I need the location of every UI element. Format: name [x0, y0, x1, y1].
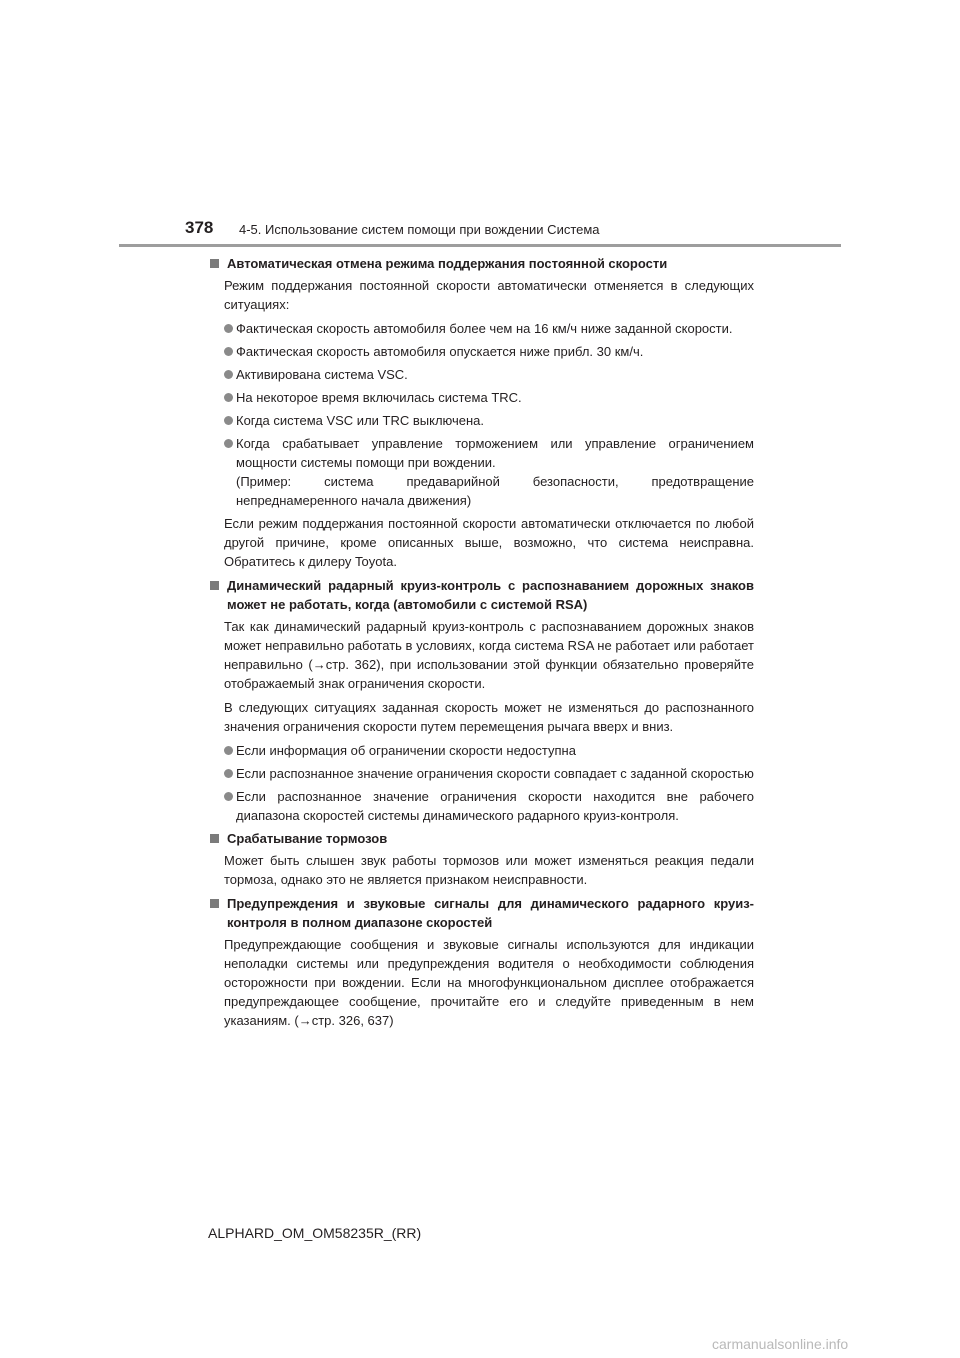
list-item — [224, 764, 754, 783]
section-heading — [207, 829, 754, 848]
bullet-dot-icon — [224, 439, 233, 448]
paragraph: Так как динамический радарный круиз-контроль с распознаванием дорожных знаков может неправильно работать в условиях, когда система RSA не работает или работает неправильно (→стр. 362), при использовании этой функции обязательно проверяйте отображаемый знак ограничения скорости. — [224, 619, 754, 691]
list-item — [224, 411, 754, 430]
section-rsa — [207, 576, 754, 825]
list-item-text: Если информация об ограничении скорости недоступна — [236, 743, 576, 758]
section-title: 4-5. Использование систем помощи при вождении Система — [239, 222, 600, 237]
list-item — [224, 741, 754, 760]
bullet-dot-icon — [224, 792, 233, 801]
section-heading — [207, 254, 754, 273]
list-item — [224, 787, 754, 825]
list-item — [224, 388, 754, 407]
page-number: 378 — [185, 218, 214, 237]
list-item-body — [236, 434, 754, 510]
watermark: carmanualsonline.info — [712, 1336, 849, 1352]
bullet-dot-icon — [224, 393, 233, 402]
square-bullet-icon — [210, 834, 219, 843]
section-heading — [207, 576, 754, 614]
paragraph: Если режим поддержания постоянной скорости автоматически отключается по любой другой причине, кроме описанных выше, возможно, что система неисправна. Обратитесь к дилеру Toyota. — [224, 516, 754, 569]
list-item — [224, 434, 754, 510]
square-bullet-icon — [210, 259, 219, 268]
heading-text: Предупреждения и звуковые сигналы для динамического радарного круиз-контроля в полном диапазоне скоростей — [227, 896, 754, 930]
section-brakes — [207, 829, 754, 889]
list-item — [224, 365, 754, 384]
page-content — [207, 254, 754, 1035]
list-item-text: На некоторое время включилась система TRC. — [236, 390, 522, 405]
section-warnings — [207, 894, 754, 1030]
list-item-text: Фактическая скорость автомобиля более чем на 16 км/ч ниже заданной скорости. — [236, 321, 733, 336]
paragraph: Может быть слышен звук работы тормозов или может изменяться реакция педали тормоза, однако это не является признаком неисправности. — [224, 853, 754, 887]
bullet-dot-icon — [224, 769, 233, 778]
bullet-dot-icon — [224, 746, 233, 755]
list-item-text: Если распознанное значение ограничения скорости совпадает с заданной скоростью — [236, 766, 754, 781]
paragraph: Предупреждающие сообщения и звуковые сигналы используются для индикации неполадки системы или предупреждения водителя о необходимости соблюдения осторожности при вождении. Если на многофункциональном дисплее отображается предупреждающее сообщение, прочитайте его и следуйте приведенным в нем указаниям. (→стр. 326, 637) — [224, 937, 754, 1028]
paragraph: В следующих ситуациях заданная скорость может не изменяться до распознанного значения ограничения скорости путем перемещения рычага вверх и вниз. — [224, 700, 754, 734]
list-item-text: Когда система VSC или TRC выключена. — [236, 413, 485, 428]
bullet-dot-icon — [224, 324, 233, 333]
list-item-text: Если распознанное значение ограничения скорости находится вне рабочего диапазона скоростей системы динамического радарного круиз-контроля. — [236, 789, 754, 823]
bullet-dot-icon — [224, 347, 233, 356]
square-bullet-icon — [210, 899, 219, 908]
list-item-note: (Пример: система предаварийной безопасности, предотвращение непреднамеренного начала движения) — [236, 474, 754, 508]
paragraph: Режим поддержания постоянной скорости автоматически отменяется в следующих ситуациях: — [224, 278, 754, 312]
header-rule — [119, 244, 841, 247]
section-auto-cancel — [207, 254, 754, 571]
bullet-dot-icon — [224, 370, 233, 379]
heading-text: Динамический радарный круиз-контроль с распознаванием дорожных знаков может не работать, когда (автомобили с системой RSA) — [227, 578, 754, 612]
section-heading — [207, 894, 754, 932]
list-item-text: Фактическая скорость автомобиля опускается ниже прибл. 30 км/ч. — [236, 344, 644, 359]
list-item — [224, 319, 754, 338]
square-bullet-icon — [210, 581, 219, 590]
list-item-text: Когда срабатывает управление торможением или управление ограничением мощности системы помощи при вождении. — [236, 436, 754, 470]
heading-text: Срабатывание тормозов — [227, 831, 388, 846]
heading-text: Автоматическая отмена режима поддержания постоянной скорости — [227, 256, 668, 271]
document-code: ALPHARD_OM_OM58235R_(RR) — [208, 1225, 422, 1241]
list-item-text: Активирована система VSC. — [236, 367, 408, 382]
list-item — [224, 342, 754, 361]
bullet-dot-icon — [224, 416, 233, 425]
